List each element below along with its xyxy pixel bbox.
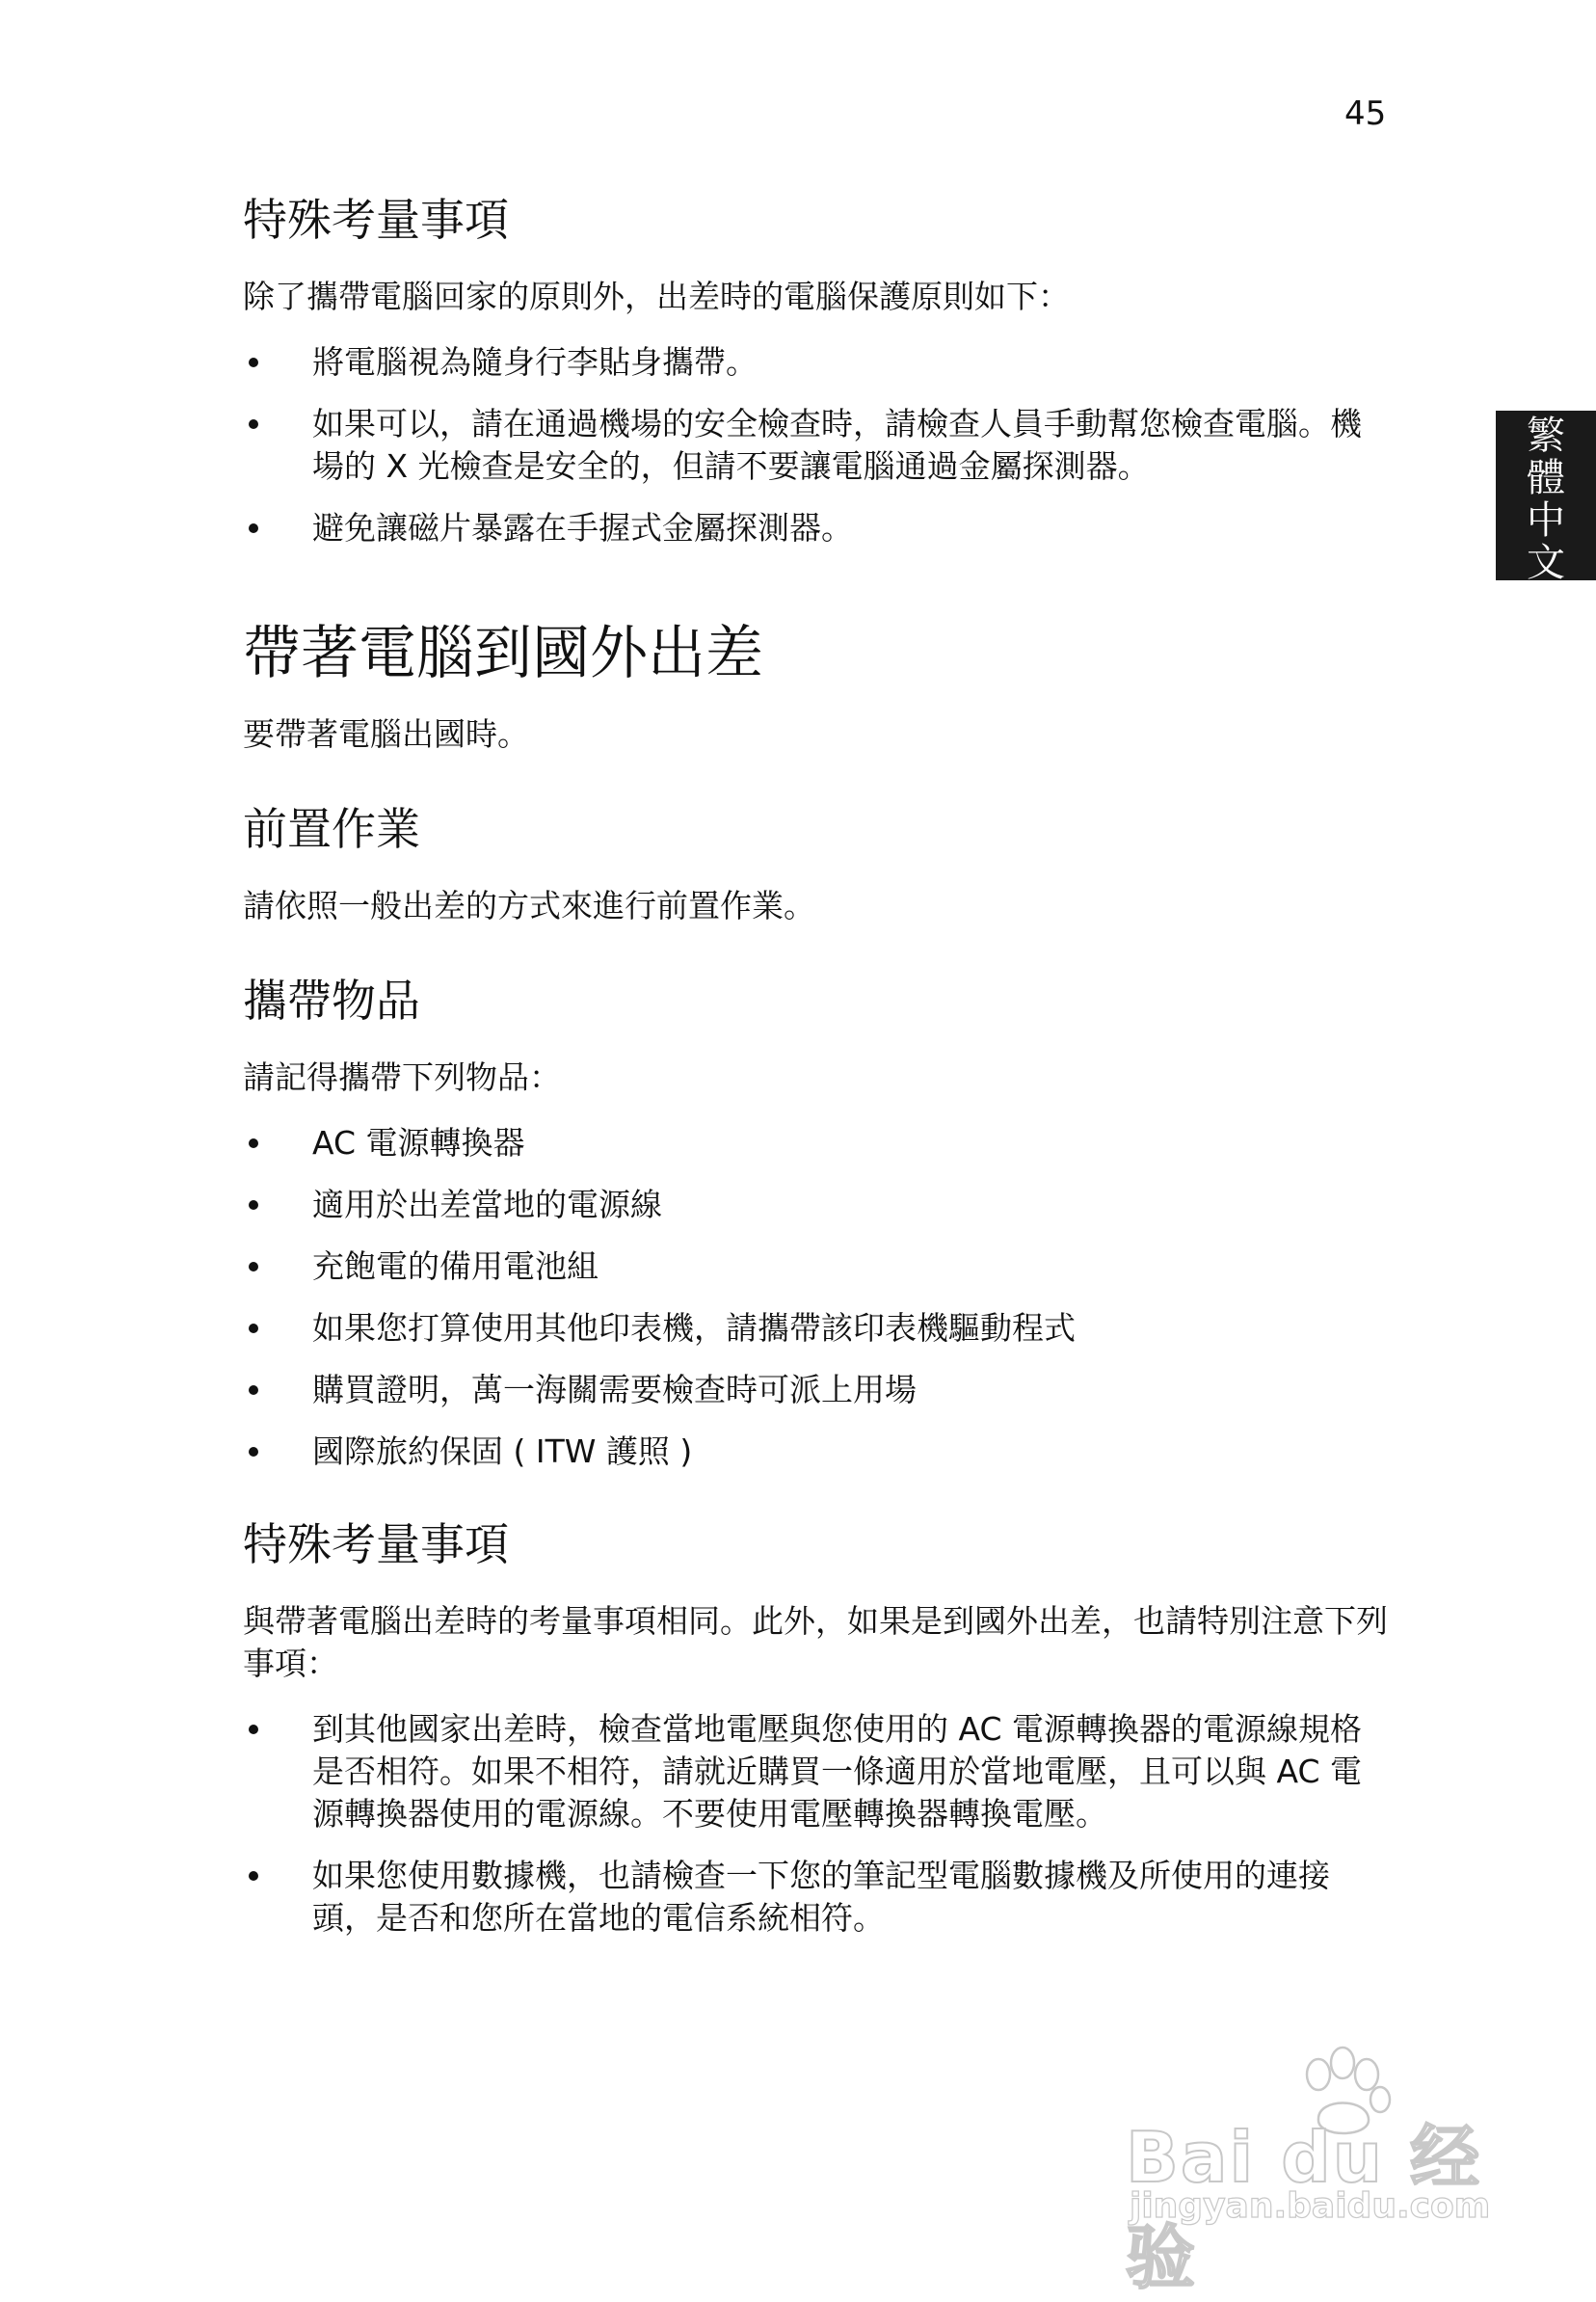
bullet-icon (249, 523, 258, 533)
section-special-considerations-1 (243, 193, 1390, 549)
bullet-icon (249, 1324, 258, 1333)
side-tab-char: 繁 (1527, 414, 1565, 458)
section-intro: 請依照一般出差的方式來進行前置作業。 (243, 887, 815, 924)
section-preparation (243, 802, 1390, 927)
section-heading: 前置作業 (243, 803, 420, 855)
page-content (243, 193, 1390, 1959)
list-item (243, 341, 1390, 384)
baidu-jingyan-watermark (1126, 2042, 1511, 2298)
language-side-tab (1496, 411, 1596, 585)
bullet-icon (249, 358, 258, 367)
section-intro: 與帶著電腦出差時的考量事項相同。此外，如果是到國外出差，也請特別注意下列事項： (243, 1602, 1388, 1682)
watermark-url: jingyan.baidu.com (1130, 2186, 1491, 2226)
section-travel-abroad (243, 619, 1390, 756)
chapter-heading: 帶著電腦到國外出差 (243, 620, 763, 687)
bullet-icon (249, 1385, 258, 1395)
list-item (243, 1855, 1390, 1940)
list-item-text: 到其他國家出差時，檢查當地電壓與您使用的 AC 電源轉換器的電源線規格是否相符。如果不相符，請就近購買一條適用於當地電壓，且可以與 AC 電源轉換器使用的電源線。不要使用電壓轉換器轉換電壓。 (312, 1710, 1363, 1833)
section-what-to-bring (243, 974, 1390, 1473)
list-item-text: 國際旅約保固 ( ITW 護照 ) (312, 1432, 693, 1470)
section-intro: 請記得攜帶下列物品： (243, 1058, 561, 1096)
list-item (243, 1369, 1390, 1411)
list-item (243, 1307, 1390, 1350)
bullet-icon (249, 1200, 258, 1210)
bullet-icon (249, 419, 258, 429)
bullet-list (243, 1122, 1390, 1473)
page-number: 45 (1344, 94, 1387, 133)
list-item (243, 1122, 1390, 1164)
section-intro: 要帶著電腦出國時。 (243, 715, 529, 753)
section-special-considerations-2 (243, 1517, 1390, 1940)
list-item (243, 1184, 1390, 1226)
side-tab-char: 文 (1527, 541, 1565, 585)
section-intro: 除了攜帶電腦回家的原則外，出差時的電腦保護原則如下： (243, 278, 1070, 315)
list-item-text: 購買證明，萬一海關需要檢查時可派上用場 (312, 1371, 917, 1408)
section-heading: 特殊考量事項 (243, 194, 509, 246)
bullet-icon (249, 1871, 258, 1881)
bullet-icon (249, 1447, 258, 1457)
list-item-text: 將電腦視為隨身行李貼身攜帶。 (312, 343, 758, 381)
list-item-text: 如果您打算使用其他印表機，請攜帶該印表機驅動程式 (312, 1309, 1076, 1347)
list-item-text: 如果您使用數據機，也請檢查一下您的筆記型電腦數據機及所使用的連接頭，是否和您所在當地的電信系統相符。 (312, 1857, 1330, 1937)
bullet-icon (249, 1138, 258, 1148)
section-heading: 攜帶物品 (243, 975, 420, 1027)
list-item (243, 1245, 1390, 1288)
list-item-text: 如果可以，請在通過機場的安全檢查時，請檢查人員手動幫您檢查電腦。機場的 X 光檢查是安全的，但請不要讓電腦通過金屬探測器。 (312, 405, 1362, 485)
side-tab-char: 體 (1527, 456, 1565, 500)
list-item (243, 1431, 1390, 1473)
bullet-list (243, 341, 1390, 549)
bullet-icon (249, 1262, 258, 1271)
list-item-text: 適用於出差當地的電源線 (312, 1186, 662, 1223)
list-item (243, 403, 1390, 488)
list-item (243, 507, 1390, 549)
list-item-text: 充飽電的備用電池組 (312, 1247, 598, 1285)
list-item (243, 1708, 1390, 1835)
side-tab-char: 中 (1527, 498, 1565, 543)
list-item-text: AC 電源轉換器 (312, 1124, 525, 1162)
bullet-icon (249, 1725, 258, 1734)
watermark-brand: Bai du 经验 (1126, 2117, 1482, 2298)
section-heading: 特殊考量事項 (243, 1518, 509, 1570)
bullet-list (243, 1708, 1390, 1940)
list-item-text: 避免讓磁片暴露在手握式金屬探測器。 (312, 509, 853, 547)
